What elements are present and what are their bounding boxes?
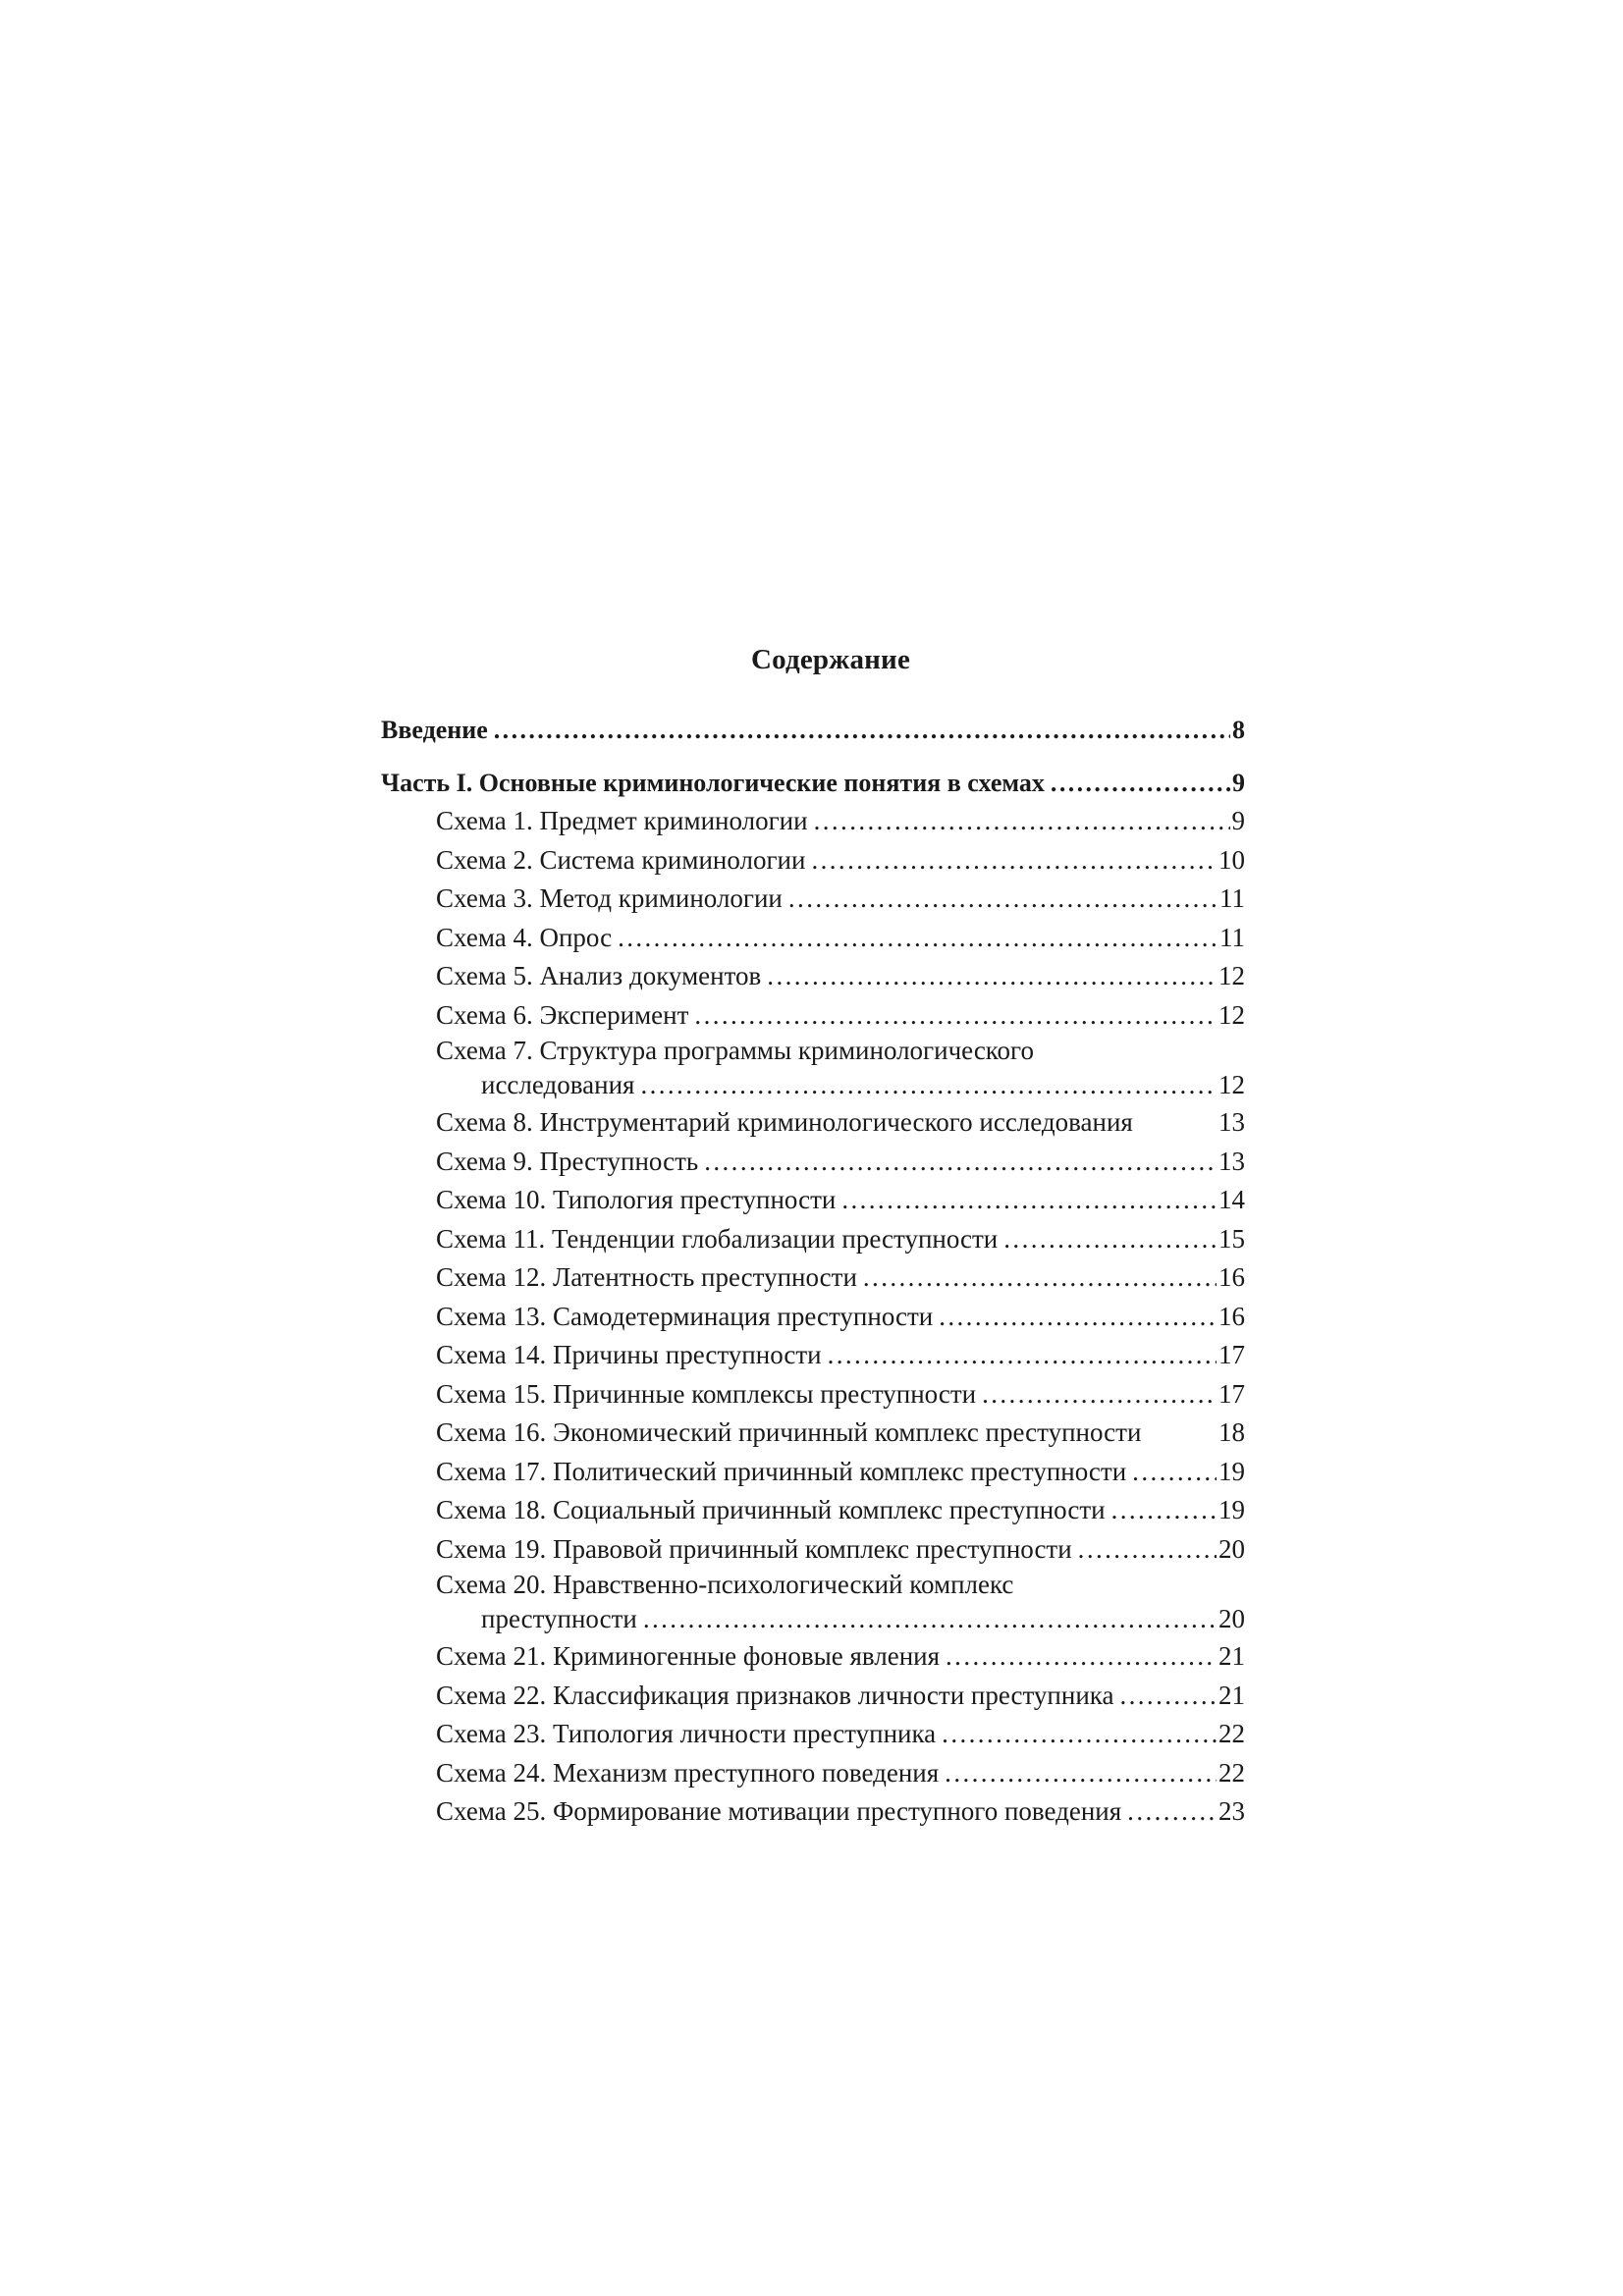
toc-entry-scheme-20[interactable] <box>381 1569 1245 1637</box>
toc-entry-page: 20 <box>1218 1604 1245 1633</box>
dot-leader <box>811 841 1217 881</box>
toc-entry-label: Схема 4. Опрос <box>436 922 613 952</box>
toc-entry-label: Схема 23. Типология личности преступника <box>436 1719 937 1748</box>
toc-entry-scheme-9[interactable] <box>381 1143 1245 1182</box>
toc-entry-label: Схема 15. Причинные комплексы преступности <box>436 1378 977 1409</box>
toc-entry-page: 12 <box>1218 961 1245 990</box>
toc-entry-page: 11 <box>1219 883 1245 913</box>
toc-entry-scheme-15[interactable] <box>381 1375 1245 1415</box>
toc-entry-page: 9 <box>1232 768 1245 797</box>
toc-entry-scheme-18[interactable] <box>381 1491 1245 1530</box>
toc-entry-label: Схема 25. Формирование мотивации преступного поведения <box>436 1796 1122 1826</box>
toc-entry-page: 17 <box>1218 1340 1245 1369</box>
toc-entry-label: Схема 13. Самодетерминация преступности <box>436 1301 934 1331</box>
dot-leader <box>1127 1792 1217 1832</box>
dot-leader <box>1078 1530 1217 1570</box>
toc-entry-page: 15 <box>1218 1223 1245 1254</box>
toc-entry-label: Схема 17. Политический причинный комплекс преступности <box>436 1456 1127 1486</box>
toc-entry-page: 12 <box>1218 999 1245 1030</box>
toc-entry-scheme-6[interactable] <box>381 996 1245 1036</box>
toc-entry-page: 16 <box>1218 1262 1245 1292</box>
dot-leader <box>945 1754 1217 1793</box>
toc-entry-page: 23 <box>1218 1796 1245 1826</box>
dot-leader <box>1119 1677 1217 1716</box>
dot-leader <box>946 1637 1217 1677</box>
dot-leader <box>841 1181 1217 1220</box>
toc-entry-scheme-13[interactable] <box>381 1298 1245 1337</box>
dot-leader <box>982 1375 1217 1415</box>
toc-entry-page: 8 <box>1232 716 1245 744</box>
toc-entry-scheme-11[interactable] <box>381 1220 1245 1259</box>
toc-entry-label: Схема 6. Эксперимент <box>436 999 689 1030</box>
toc-entry-part-1[interactable] <box>381 764 1245 803</box>
toc-entry-scheme-4[interactable] <box>381 919 1245 958</box>
toc-entry-page: 18 <box>1218 1417 1245 1447</box>
toc-entry-page: 21 <box>1218 1641 1245 1671</box>
toc-entry-label: преступности <box>481 1604 637 1633</box>
toc-entry-label: Схема 19. Правовой причинный комплекс преступности <box>436 1533 1072 1564</box>
dot-leader <box>1051 764 1230 803</box>
toc-entry-page: 13 <box>1218 1107 1245 1137</box>
toc-entry-label: Схема 22. Классификация признаков личности преступника <box>436 1680 1114 1710</box>
toc-entry-page: 13 <box>1218 1146 1245 1176</box>
toc-entry-scheme-17[interactable] <box>381 1453 1245 1492</box>
toc-title: Содержание <box>750 644 911 675</box>
toc-entry-page: 21 <box>1218 1680 1245 1710</box>
toc-entry-scheme-25[interactable] <box>381 1792 1245 1832</box>
toc-entry-page: 22 <box>1218 1719 1245 1748</box>
toc-entry-label: Схема 10. Типология преступности <box>436 1185 837 1214</box>
toc-entry-page: 10 <box>1218 844 1245 875</box>
dot-leader <box>788 880 1217 919</box>
dot-leader <box>1132 1453 1217 1492</box>
toc-entry-scheme-21[interactable] <box>381 1637 1245 1677</box>
toc-entry-label: Схема 1. Предмет криминологии <box>436 806 808 835</box>
toc-entry-scheme-22[interactable] <box>381 1677 1245 1716</box>
dot-leader <box>863 1258 1217 1298</box>
toc-entry-label: Схема 9. Преступность <box>436 1146 699 1176</box>
toc-entry-scheme-24[interactable] <box>381 1754 1245 1793</box>
toc-entry-page: 12 <box>1218 1070 1245 1099</box>
toc-entry-scheme-5[interactable] <box>381 957 1245 996</box>
dot-leader <box>704 1143 1217 1182</box>
toc-entry-label: исследования <box>481 1070 635 1099</box>
toc-entry-scheme-23[interactable] <box>381 1715 1245 1754</box>
toc-entry-label-line1: Схема 20. Нравственно-психологический комплекс <box>436 1570 1014 1599</box>
toc-entry-introduction[interactable] <box>381 711 1245 750</box>
dot-leader <box>939 1298 1217 1337</box>
toc-entry-page: 22 <box>1218 1757 1245 1788</box>
dot-leader <box>767 957 1217 996</box>
toc-entry-label: Схема 3. Метод криминологии <box>436 883 783 913</box>
toc-entry-label: Схема 12. Латентность преступности <box>436 1262 857 1292</box>
toc-entry-scheme-3[interactable] <box>381 880 1245 919</box>
toc-entry-label: Схема 11. Тенденции глобализации преступности <box>436 1223 999 1254</box>
dot-leader <box>640 1066 1217 1103</box>
toc-entry-scheme-16[interactable] <box>381 1414 1245 1453</box>
toc-entry-page: 20 <box>1218 1533 1245 1564</box>
dot-leader <box>1003 1220 1217 1259</box>
dot-leader <box>942 1715 1217 1754</box>
toc-entry-label: Часть I. Основные криминологические понятия в схемах <box>381 768 1045 797</box>
toc-entry-label: Схема 5. Анализ документов <box>436 961 762 990</box>
toc-entry-scheme-12[interactable] <box>381 1258 1245 1298</box>
toc-entry-scheme-19[interactable] <box>381 1530 1245 1570</box>
toc-entry-page: 19 <box>1218 1495 1245 1524</box>
toc-entry-scheme-10[interactable] <box>381 1181 1245 1220</box>
dot-leader <box>643 1600 1217 1637</box>
toc-entry-page: 17 <box>1218 1378 1245 1409</box>
dot-leader <box>814 802 1230 841</box>
toc-entry-scheme-14[interactable] <box>381 1336 1245 1375</box>
dot-leader <box>694 996 1217 1036</box>
toc-entry-label: Схема 21. Криминогенные фоновые явления <box>436 1641 941 1671</box>
dot-leader <box>1111 1491 1217 1530</box>
toc-entry-label: Схема 2. Система криминологии <box>436 844 806 875</box>
toc-entry-label-line1: Схема 7. Структура программы криминологического <box>436 1036 1034 1065</box>
toc-entry-page: 16 <box>1218 1301 1245 1331</box>
toc-entry-scheme-7[interactable] <box>381 1035 1245 1103</box>
toc-entry-scheme-1[interactable] <box>381 802 1245 841</box>
dot-leader <box>618 919 1217 958</box>
toc-entry-scheme-2[interactable] <box>381 841 1245 881</box>
toc-entry-label: Схема 14. Причины преступности <box>436 1340 822 1369</box>
toc-entry-label: Схема 8. Инструментарий криминологического исследования <box>436 1107 1133 1137</box>
table-of-contents <box>381 640 1245 1832</box>
dot-leader <box>494 711 1230 750</box>
toc-entry-page: 19 <box>1218 1456 1245 1486</box>
toc-entry-page: 9 <box>1231 806 1245 835</box>
toc-entry-label: Схема 18. Социальный причинный комплекс преступности <box>436 1495 1106 1524</box>
toc-entry-scheme-8[interactable] <box>381 1103 1245 1143</box>
toc-entry-label: Схема 16. Экономический причинный комплекс преступности <box>436 1417 1142 1447</box>
dot-leader <box>828 1336 1217 1375</box>
toc-entry-page: 11 <box>1219 922 1245 952</box>
toc-entry-label: Схема 24. Механизм преступного поведения <box>436 1757 940 1788</box>
toc-entry-page: 14 <box>1218 1185 1245 1214</box>
toc-entry-label: Введение <box>381 716 488 744</box>
